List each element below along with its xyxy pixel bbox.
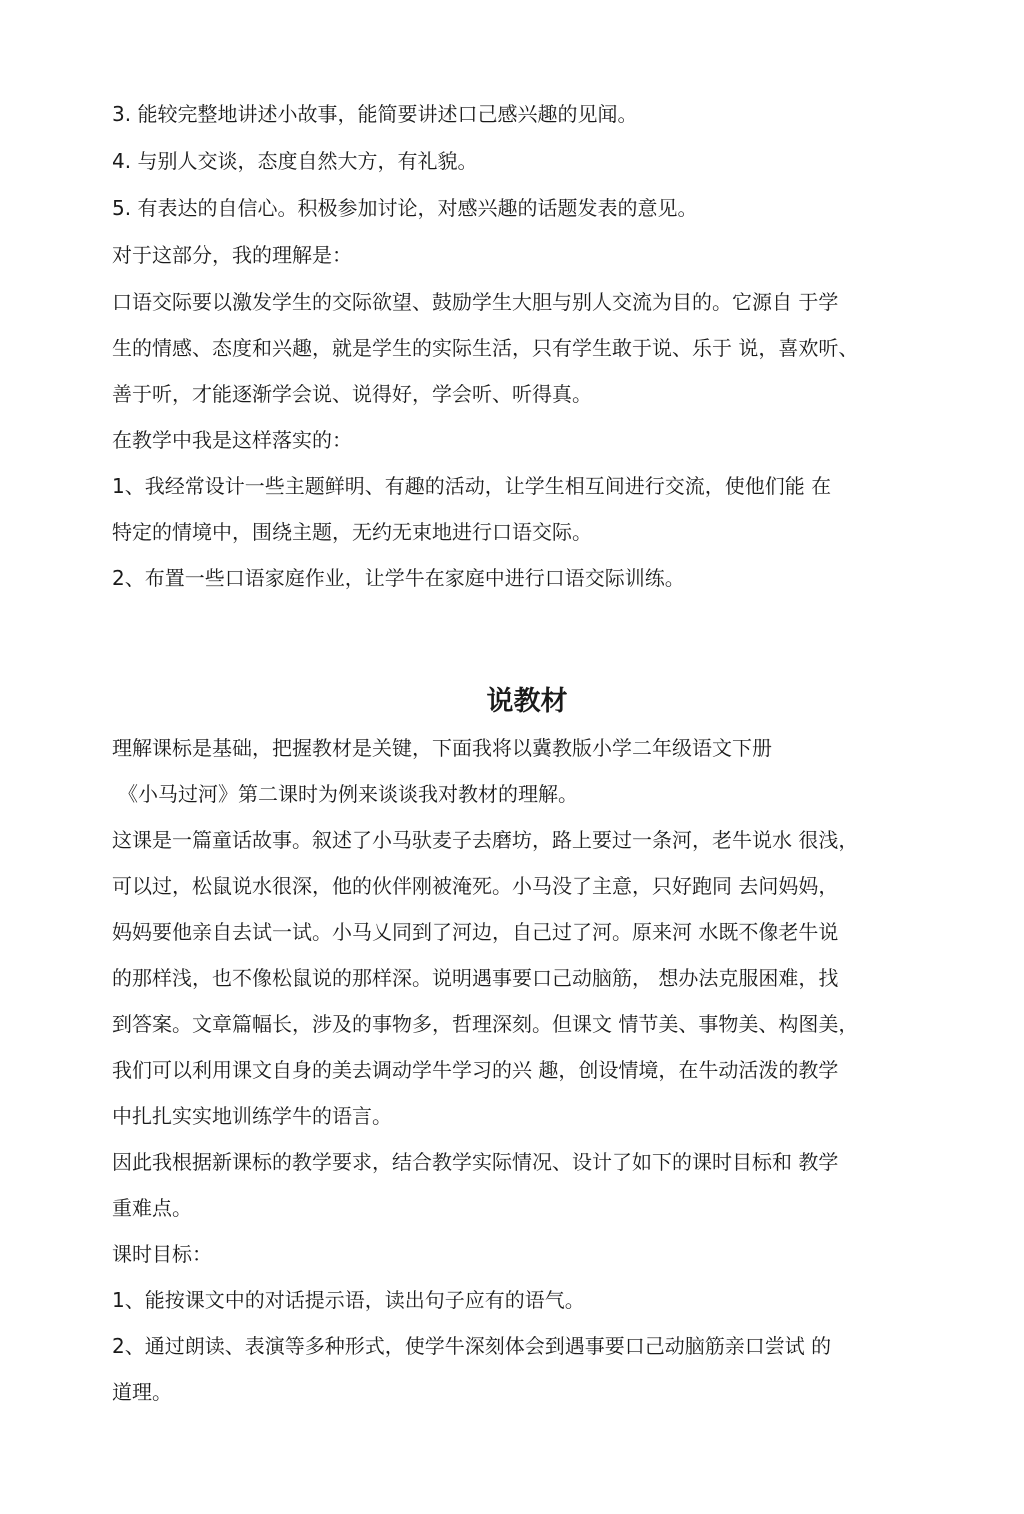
design-line: 因此我根据新课标的教学要求，结合教学实际情况、设计了如下的课时目标和 教学 (112, 1150, 839, 1174)
intro-line: 理解课标是基础，把握教材是关键，下面我将以冀教版小学二年级语文下册 (112, 736, 772, 760)
list-item-4: 4. 与别人交谈，态度自然大方，有礼貌。 (112, 149, 478, 173)
story-line: 可以过，松鼠说水很深，他的伙伴刚被淹死。小马没了主意，只好跑同 去问妈妈， (112, 874, 839, 898)
goal-line: 道理。 (112, 1380, 172, 1404)
practice-line: 1、我经常设计一些主题鲜明、有趣的活动，让学生相互间进行交流，使他们能 在 (112, 474, 832, 498)
story-line: 的那样浅，也不像松鼠说的那样深。说明遇事要口己动脑筋， 想办法克服困难，找 (112, 966, 839, 990)
goal-line: 2、通过朗读、表演等多种形式，使学牛深刻体会到遇事要口己动脑筋亲口尝试 的 (112, 1334, 832, 1358)
understanding-label: 对于这部分，我的理解是： (112, 243, 352, 267)
goals-label: 课时目标： (112, 1242, 212, 1266)
practice-line: 特定的情境中，围绕主题，无约无束地进行口语交际。 (112, 520, 592, 544)
story-line: 妈妈要他亲自去试一试。小马乂同到了河边，自己过了河。原来河 水既不像老牛说 (112, 920, 839, 944)
section-title: 说教材 (486, 686, 568, 717)
story-line: 到答案。文章篇幅长，涉及的事物多，哲理深刻。但课文 情节美、事物美、构图美， (112, 1012, 859, 1036)
understanding-line: 善于听，才能逐渐学会说、说得好，学会听、听得真。 (112, 382, 592, 406)
document-page (112, 100, 922, 1424)
list-item-5: 5. 有表达的自信心。积极参加讨论，对感兴趣的话题发表的意见。 (112, 196, 698, 220)
intro-line: 《小马过河》第二课时为例来谈谈我对教材的理解。 (118, 782, 578, 806)
understanding-line: 口语交际要以激发学生的交际欲望、鼓励学生大胆与别人交流为目的。它源自 于学 (112, 290, 839, 314)
understanding-line: 生的情感、态度和兴趣，就是学生的实际生活，只有学生敢于说、乐于 说，喜欢听、 (112, 336, 859, 360)
practice-label: 在教学中我是这样落实的： (112, 428, 352, 452)
story-line: 我们可以利用课文自身的美去调动学牛学习的兴 趣，创设情境，在牛动活泼的教学 (112, 1058, 839, 1082)
practice-line: 2、布置一些口语家庭作业，让学牛在家庭中进行口语交际训练。 (112, 566, 685, 590)
story-line: 这课是一篇童话故事。叙述了小马驮麦子去磨坊，路上要过一条河，老牛说水 很浅， (112, 828, 859, 852)
story-line: 中扎扎实实地训练学牛的语言。 (112, 1104, 392, 1128)
list-item-3: 3. 能较完整地讲述小故事，能简要讲述口己感兴趣的见闻。 (112, 102, 638, 126)
design-line: 重难点。 (112, 1196, 192, 1220)
goal-line: 1、能按课文中的对话提示语，读出句子应有的语气。 (112, 1288, 585, 1312)
